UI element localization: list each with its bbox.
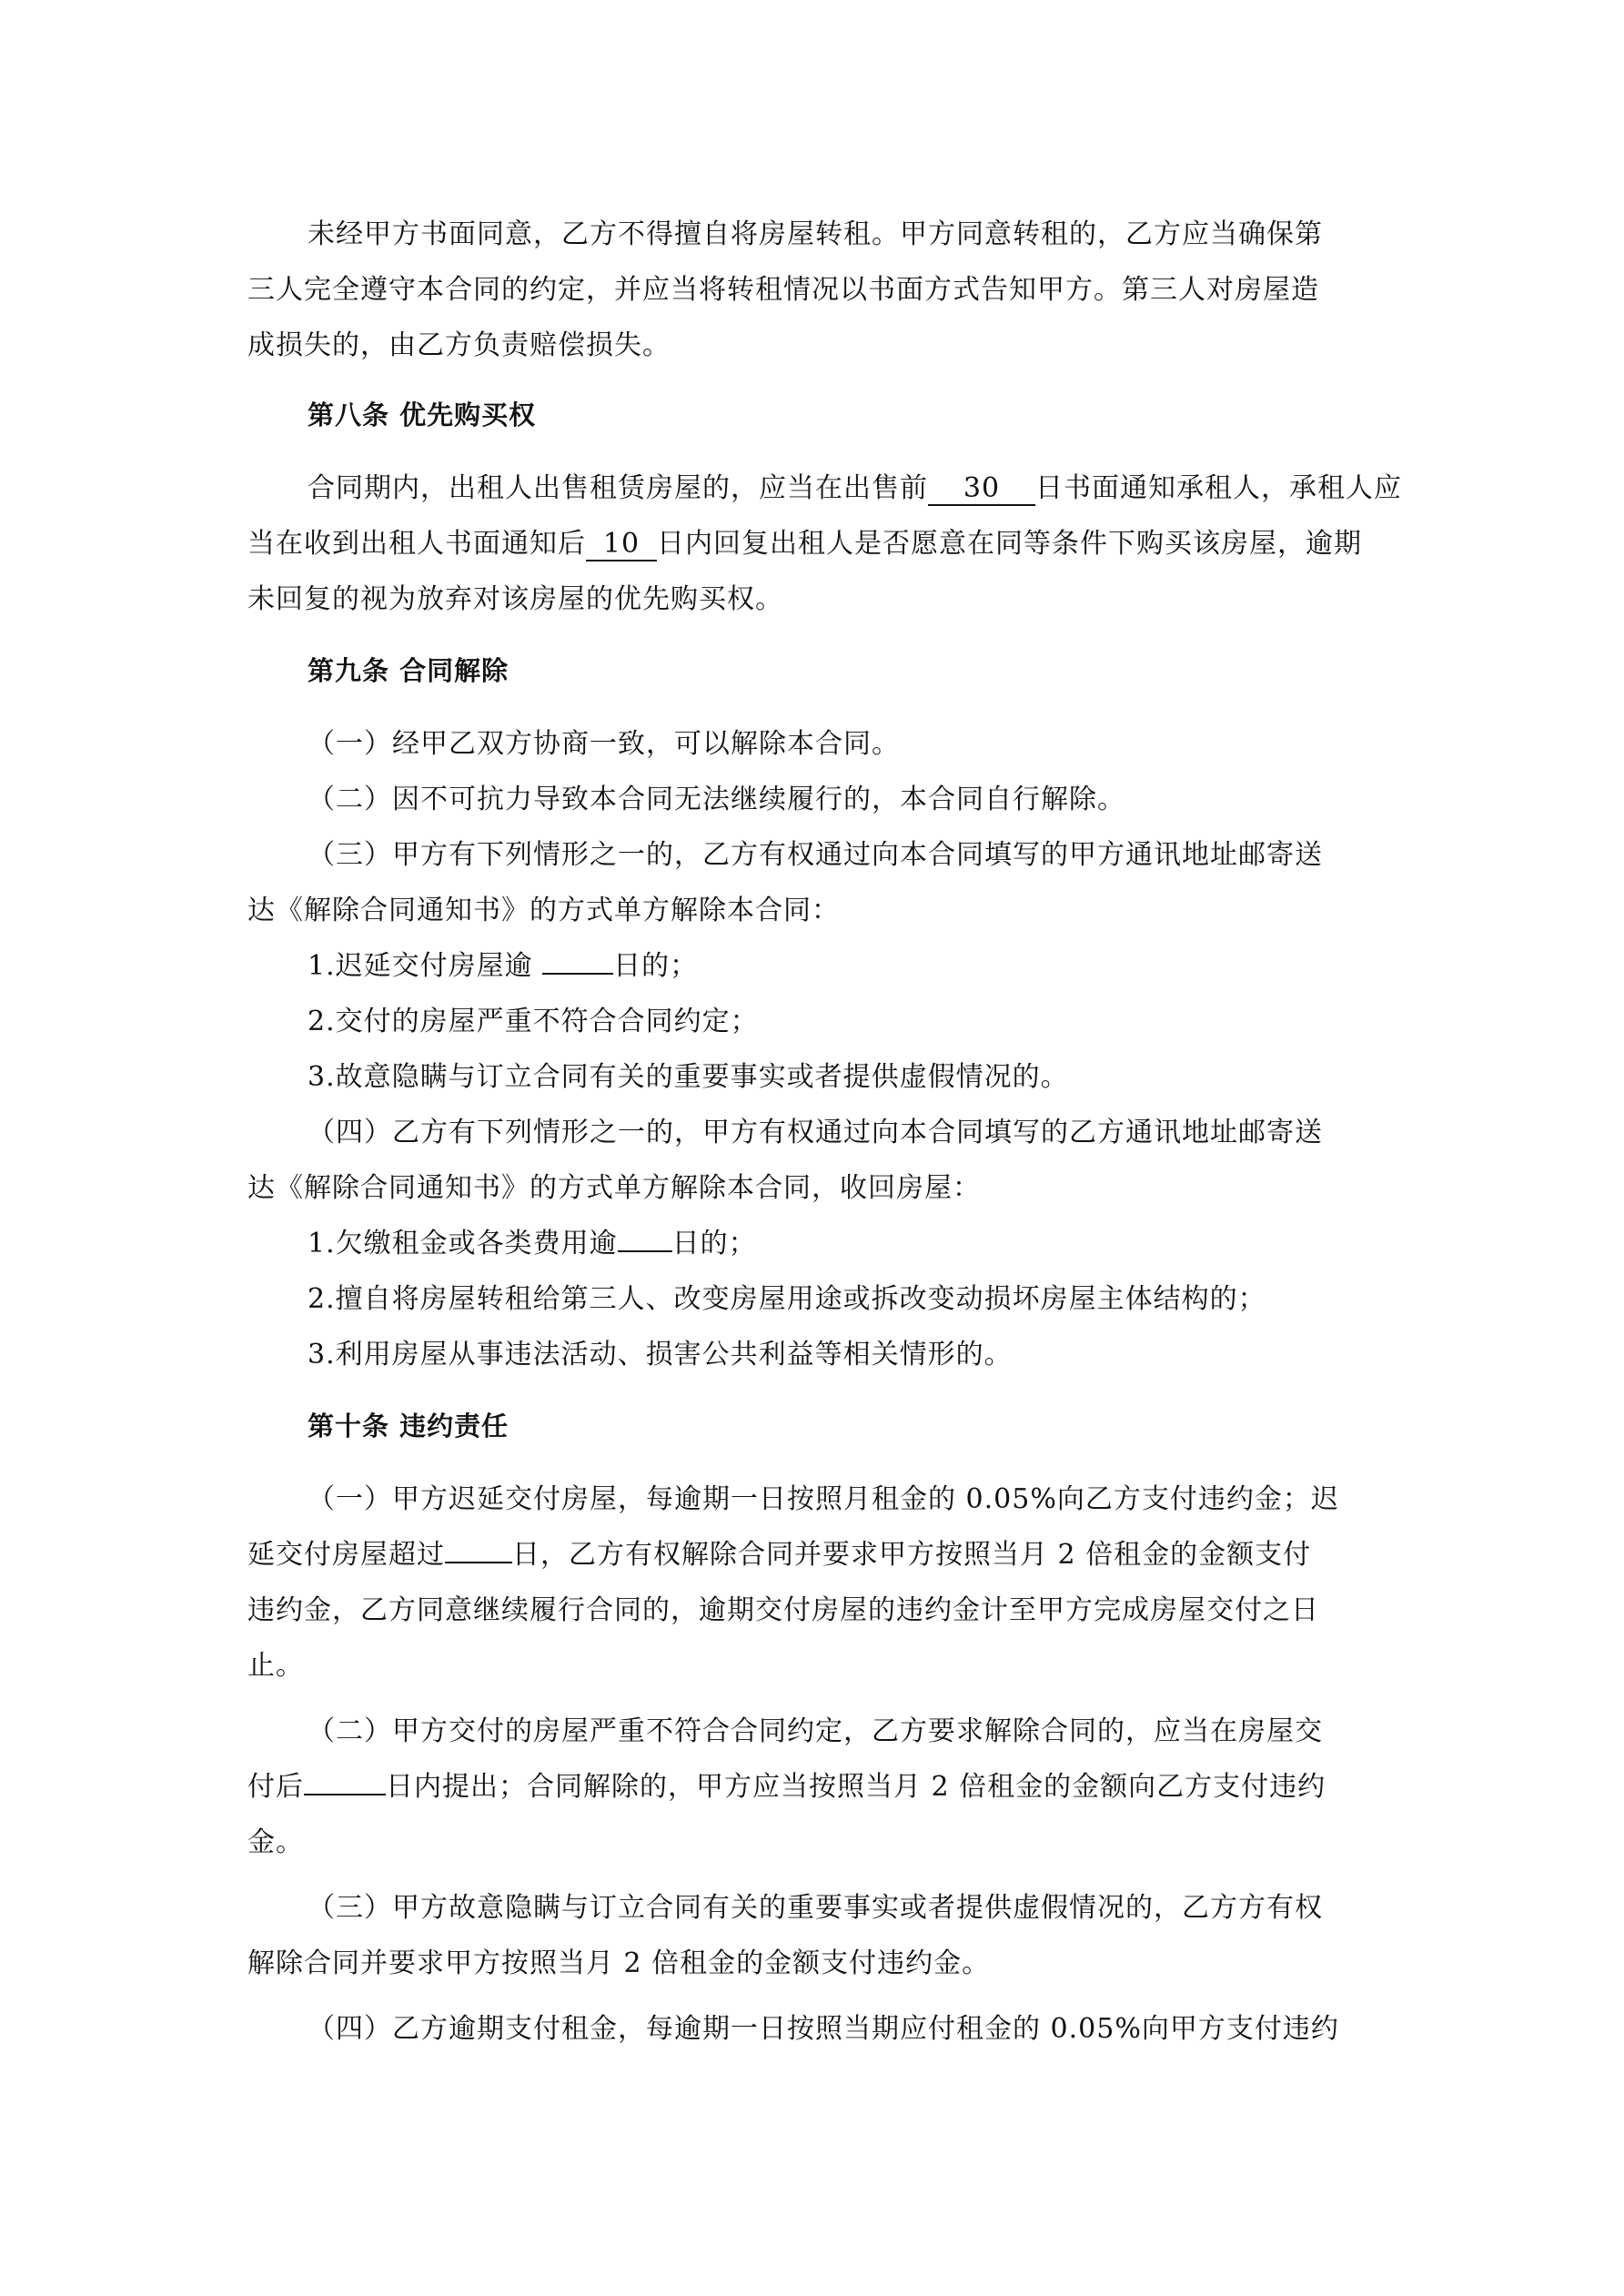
article-9-heading: 第九条 合同解除 (308, 655, 509, 686)
list-item: 2.交付的房屋严重不符合合同约定； (308, 1006, 759, 1037)
overdue-days-blank (445, 1562, 512, 1563)
text-segment: 当在收到出租人书面通知后 (247, 528, 586, 560)
paragraph-line (247, 1769, 1326, 1805)
list-item: 3.利用房屋从事违法活动、损害公共利益等相关情形的。 (308, 1339, 1013, 1371)
paragraph-line (247, 526, 1362, 562)
text-segment: 付后 (247, 1771, 304, 1803)
list-item: 3.故意隐瞒与订立合同有关的重要事实或者提供虚假情况的。 (308, 1061, 1069, 1093)
reply-days-blank: 10 (586, 529, 657, 561)
paragraph-line: （一）甲方迟延交付房屋，每逾期一日按照月租金的 0.05%向乙方支付违约金；迟 (308, 1483, 1339, 1515)
text-segment: 日，乙方有权解除合同并要求甲方按照当月 2 倍租金的金额支付 (512, 1539, 1312, 1571)
paragraph-line: 止。 (247, 1650, 304, 1682)
text-segment: 日内回复出租人是否愿意在同等条件下购买该房屋，逾期 (657, 528, 1362, 560)
notice-days-blank: 30 (928, 473, 1035, 506)
paragraph-line: 未回复的视为放弃对该房屋的优先购买权。 (247, 583, 783, 615)
paragraph-line: 未经甲方书面同意，乙方不得擅自将房屋转租。甲方同意转租的，乙方应当确保第 (308, 218, 1323, 250)
paragraph-line: （二）甲方交付的房屋严重不符合合同约定，乙方要求解除合同的，应当在房屋交 (308, 1715, 1323, 1747)
list-item (308, 1226, 757, 1262)
paragraph-line: 三人完全遵守本合同的约定，并应当将转租情况以书面方式告知甲方。第三人对房屋造 (247, 274, 1319, 306)
list-item: （三）甲方有下列情形之一的，乙方有权通过向本合同填写的甲方通讯地址邮寄送 (308, 839, 1323, 871)
list-item: （四）乙方有下列情形之一的，甲方有权通过向本合同填写的乙方通讯地址邮寄送 (308, 1117, 1323, 1148)
text-segment: 日的； (671, 1228, 757, 1259)
text-segment: 1.迟延交付房屋逾 (308, 950, 533, 982)
text-segment: 日内提出；合同解除的，甲方应当按照当月 2 倍租金的金额向乙方支付违约 (386, 1771, 1326, 1803)
article-10-heading: 第十条 违约责任 (308, 1411, 509, 1441)
list-item: 2.擅自将房屋转租给第三人、改变房屋用途或拆改变动损坏房屋主体结构的； (308, 1283, 1266, 1315)
paragraph-line: （三）甲方故意隐瞒与订立合同有关的重要事实或者提供虚假情况的，乙方方有权 (308, 1892, 1323, 1924)
text-segment: 延交付房屋超过 (247, 1539, 445, 1571)
paragraph-line (247, 1537, 1311, 1573)
list-item: （一）经甲乙双方协商一致，可以解除本合同。 (308, 728, 900, 760)
list-item (308, 948, 698, 985)
paragraph-line: 违约金，乙方同意继续履行合同的，逾期交付房屋的违约金计至甲方完成房屋交付之日 (247, 1594, 1319, 1626)
text-segment: 1.欠缴租金或各类费用逾 (308, 1228, 618, 1259)
paragraph-line (308, 470, 1402, 507)
claim-days-blank (304, 1794, 386, 1795)
paragraph-line: 解除合同并要求甲方按照当月 2 倍租金的金额支付违约金。 (247, 1947, 991, 1979)
list-item: 达《解除合同通知书》的方式单方解除本合同： (247, 895, 840, 926)
paragraph-line: 金。 (247, 1826, 304, 1858)
list-item: （二）因不可抗力导致本合同无法继续履行的，本合同自行解除。 (308, 784, 1125, 815)
paragraph-line: 成损失的，由乙方负责赔偿损失。 (247, 329, 671, 361)
list-item: 达《解除合同通知书》的方式单方解除本合同，收回房屋： (247, 1172, 981, 1204)
arrears-days-blank (618, 1250, 672, 1252)
text-segment: 日书面通知承租人，承租人应 (1035, 472, 1402, 504)
text-segment: 日的； (613, 950, 699, 982)
text-segment: 合同期内，出租人出售租赁房屋的，应当在出售前 (308, 472, 928, 504)
paragraph-line: （四）乙方逾期支付租金，每逾期一日按照当期应付租金的 0.05%向甲方支付违约 (308, 2013, 1339, 2045)
article-8-heading: 第八条 优先购买权 (308, 400, 537, 430)
delay-days-blank (542, 973, 613, 975)
